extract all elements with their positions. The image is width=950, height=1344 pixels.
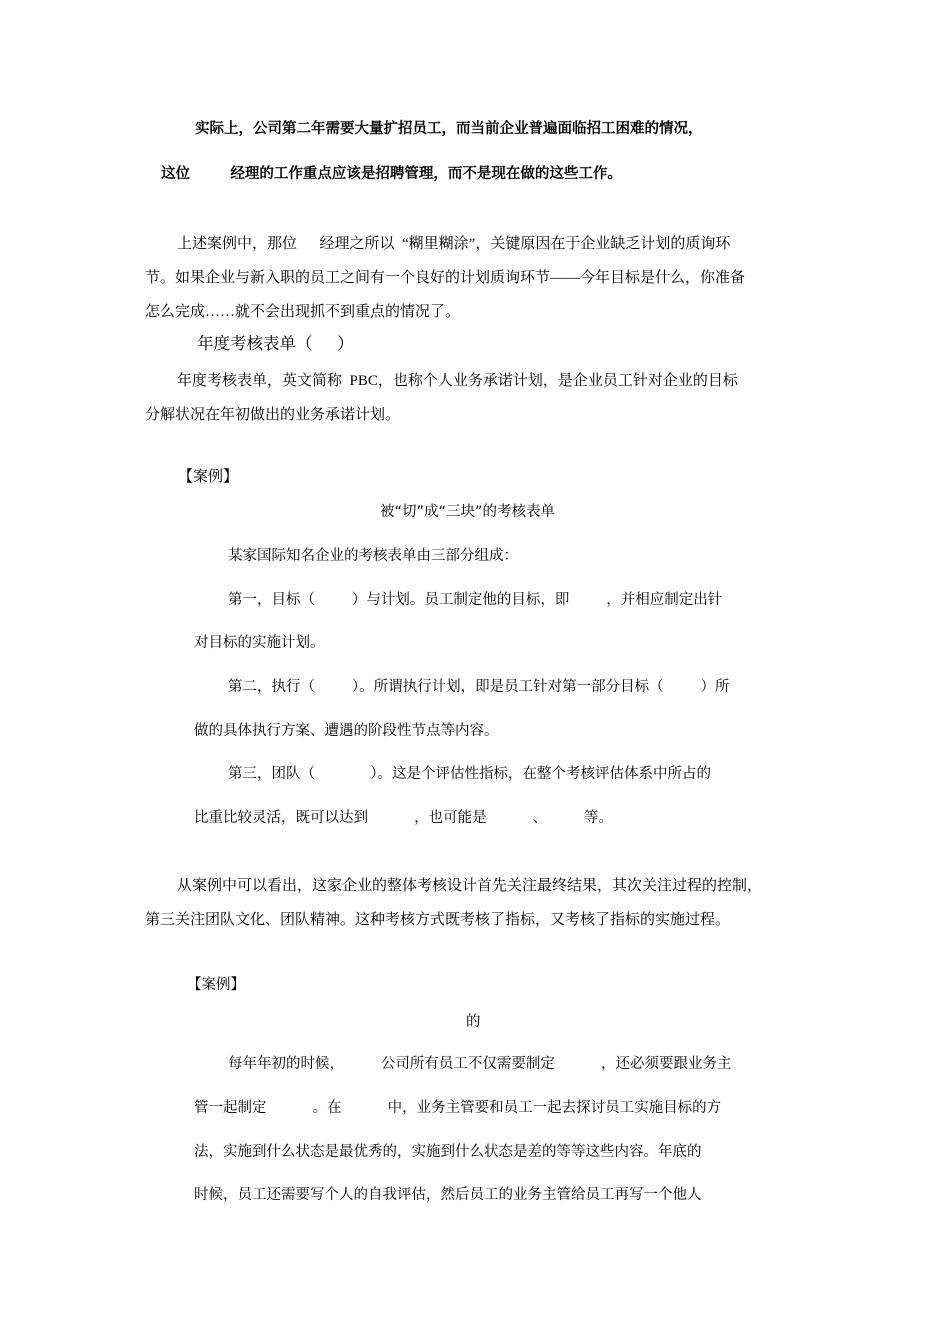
case2-part3-line-2: 比重比较灵活，既可以达到 ，也可能是 、 等。: [194, 810, 614, 826]
conclusion-line-2: 第三关注团队文化、团队精神。这种考核方式既考核了指标，又考核了指标的实施过程。: [145, 912, 731, 928]
case3-line-3: 法，实施到什么状态是最优秀的，实施到什么状态是差的等等这些内容。年底的: [194, 1144, 702, 1160]
case2-part3-line-1: 第三，团队（ ）。这是个评估性指标，在整个考核评估体系中所占的: [228, 766, 712, 782]
case2-part2-line-1: 第二，执行（ ）。所谓执行计划，即是员工针对第一部分目标（ ）所: [228, 679, 730, 695]
case3-tag: 【案例】: [187, 977, 245, 993]
section-heading: 年度考核表单（ ）: [197, 334, 354, 353]
section-line-1: 年度考核表单，英文简称 PBC，也称个人业务承诺计划，是企业员工针对企业的目标: [177, 373, 738, 389]
case3-title: 的: [466, 1014, 481, 1030]
analysis-line-1: 上述案例中，那位 经理之所以 “糊里糊涂”，关键原因在于企业缺乏计划的质询环: [177, 236, 731, 252]
case2-title: 被“切”成“三块”的考核表单: [380, 504, 556, 520]
case1-line-2: 这位 经理的工作重点应该是招聘管理，而不是现在做的这些工作。: [161, 166, 622, 182]
case2-part1-line-2: 对目标的实施计划。: [194, 635, 325, 651]
case2-part2-line-2: 做的具体执行方案、遭遇的阶段性节点等内容。: [194, 723, 499, 739]
section-line-2: 分解状况在年初做出的业务承诺计划。: [145, 407, 401, 423]
analysis-line-3: 怎么完成……就不会出现抓不到重点的情况了。: [145, 304, 461, 320]
case2-tag: 【案例】: [178, 469, 239, 485]
analysis-line-2: 节。如果企业与新入职的员工之间有一个良好的计划质询环节——今年目标是什么，你准备: [145, 270, 746, 286]
case1-line-1: 实际上，公司第二年需要大量扩招员工，而当前企业普遍面临招工困难的情况，: [195, 121, 703, 137]
case3-line-4: 时候，员工还需要写个人的自我评估，然后员工的业务主管给员工再写一个他人: [194, 1187, 702, 1203]
conclusion-line-1: 从案例中可以看出，这家企业的整体考核设计首先关注最终结果，其次关注过程的控制，: [177, 878, 763, 894]
case3-line-1: 每年年初的时候， 公司所有员工不仅需要制定 ，还必须要跟业务主: [228, 1056, 732, 1072]
case3-line-2: 管一起制定 。在 中，业务主管要和员工一起去探讨员工实施目标的方: [194, 1100, 722, 1116]
case2-intro: 某家国际知名企业的考核表单由三部分组成：: [228, 548, 518, 564]
case2-part1-line-1: 第一，目标（ ）与计划。员工制定他的目标，即 ，并相应制定出针: [228, 592, 723, 608]
